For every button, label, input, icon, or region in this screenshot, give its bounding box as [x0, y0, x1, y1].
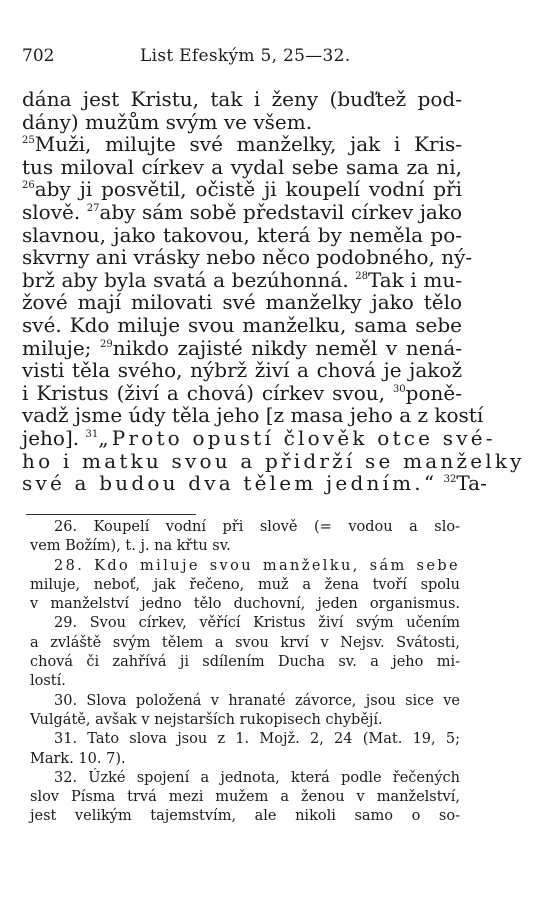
footnote-line: lostí.	[30, 673, 66, 690]
running-title: List Efeským 5, 25—32.	[140, 46, 351, 66]
footnote-line: jest velikým tajemstvím, ale nikoli samo o so-	[30, 808, 460, 825]
text-line: $^{25}$Muži, milujte své manželky, jak i Kris-	[22, 132, 462, 157]
verse-number: 32	[443, 474, 457, 486]
text-line: brž aby byla svatá a bezúhonná. $^{28}$Tak i mu-	[22, 267, 463, 292]
footnote-line: Vulgátě, avšak v nejstarších rukopisech chybějí.	[30, 711, 383, 728]
verse-number: 25	[22, 135, 35, 147]
footnote-line: vem Božím), t. j. na křtu sv.	[30, 538, 231, 555]
footnote-line: 30. Slova položená v hranaté závorce, jsou sice ve	[54, 692, 460, 709]
text-line: ho i matku svou a přidrží se manželky	[22, 448, 525, 473]
text-line: vadž jsme údy těla jeho [z masa jeho a z kostí	[22, 403, 484, 428]
page-number: 702	[22, 46, 55, 66]
text-line: dány) mužům svým ve všem.	[22, 109, 313, 134]
verse-number: 27	[86, 202, 100, 214]
verse-number: 26	[22, 180, 35, 192]
text-line: visti těla svého, nýbrž živí a chová je jakož	[22, 358, 462, 383]
verse-number: 31	[85, 428, 99, 440]
text-line: své. Kdo miluje svou manželku, sama sebe	[22, 312, 462, 337]
text-line: skvrny ani vrásky nebo něco podobného, ný-	[22, 245, 473, 270]
footnote-line: chová či zahřívá ji sdílením Ducha sv. a jeho mi-	[30, 654, 460, 671]
text-line: žové mají milovati své manželky jako tělo	[22, 290, 462, 315]
text-line: slově. $^{27}$aby sám sobě představil církev jako	[22, 199, 462, 224]
text-line: jeho]. $^{31}$„Proto opustí člověk otce své-	[22, 425, 496, 450]
main-text	[22, 87, 525, 496]
footnote-line: 26. Koupelí vodní při slově (= vodou a slo-	[54, 519, 460, 535]
text-line: slavnou, jako takovou, která by neměla po-	[22, 222, 462, 247]
footnote-line: Mark. 10. 7).	[30, 750, 126, 767]
text-line: dána jest Kristu, tak i ženy (buďtež pod-	[22, 87, 462, 111]
text-line: $^{26}$aby ji posvětil, očistě ji koupelí vodní při	[22, 177, 462, 202]
verse-number: 29	[100, 338, 113, 350]
footnote-line: 28. Kdo miluje svou manželku, sám sebe	[54, 557, 460, 574]
footnotes	[30, 518, 460, 827]
verse-number: 30	[392, 383, 406, 395]
footnote-line: a zvláště svým tělem a svou krví v Nejsv. Svátosti,	[30, 634, 460, 651]
footnote-line: 31. Tato slova jsou z 1. Mojž. 2, 24 (Mat. 19, 5;	[54, 731, 460, 748]
text-line: i Kristus (živí a chová) církev svou, $^{30}$poně-	[22, 380, 462, 405]
footnote-line: v manželství jedno tělo duchovní, jeden organismus.	[30, 596, 460, 613]
text-line: tus miloval církev a vydal sebe sama za ni,	[22, 154, 462, 179]
footnote-line: miluje, neboť, jak řečeno, muž a žena tvoří spolu	[30, 576, 460, 593]
text-line: miluje; $^{29}$nikdo zajisté nikdy neměl v nená-	[22, 335, 463, 360]
verse-number: 28	[355, 270, 368, 282]
footnote-line: 32. Úzké spojení a jednota, která podle řečených	[54, 769, 460, 786]
footnote-divider	[26, 514, 196, 515]
text-line: své a budou dva tělem jedním.“ $^{32}$Ta-	[22, 471, 487, 496]
footnote-line: slov Písma trvá mezi mužem a ženou v manželství,	[30, 789, 460, 806]
footnote-line: 29. Svou církev, věřící Kristus živí svým učením	[54, 615, 460, 632]
